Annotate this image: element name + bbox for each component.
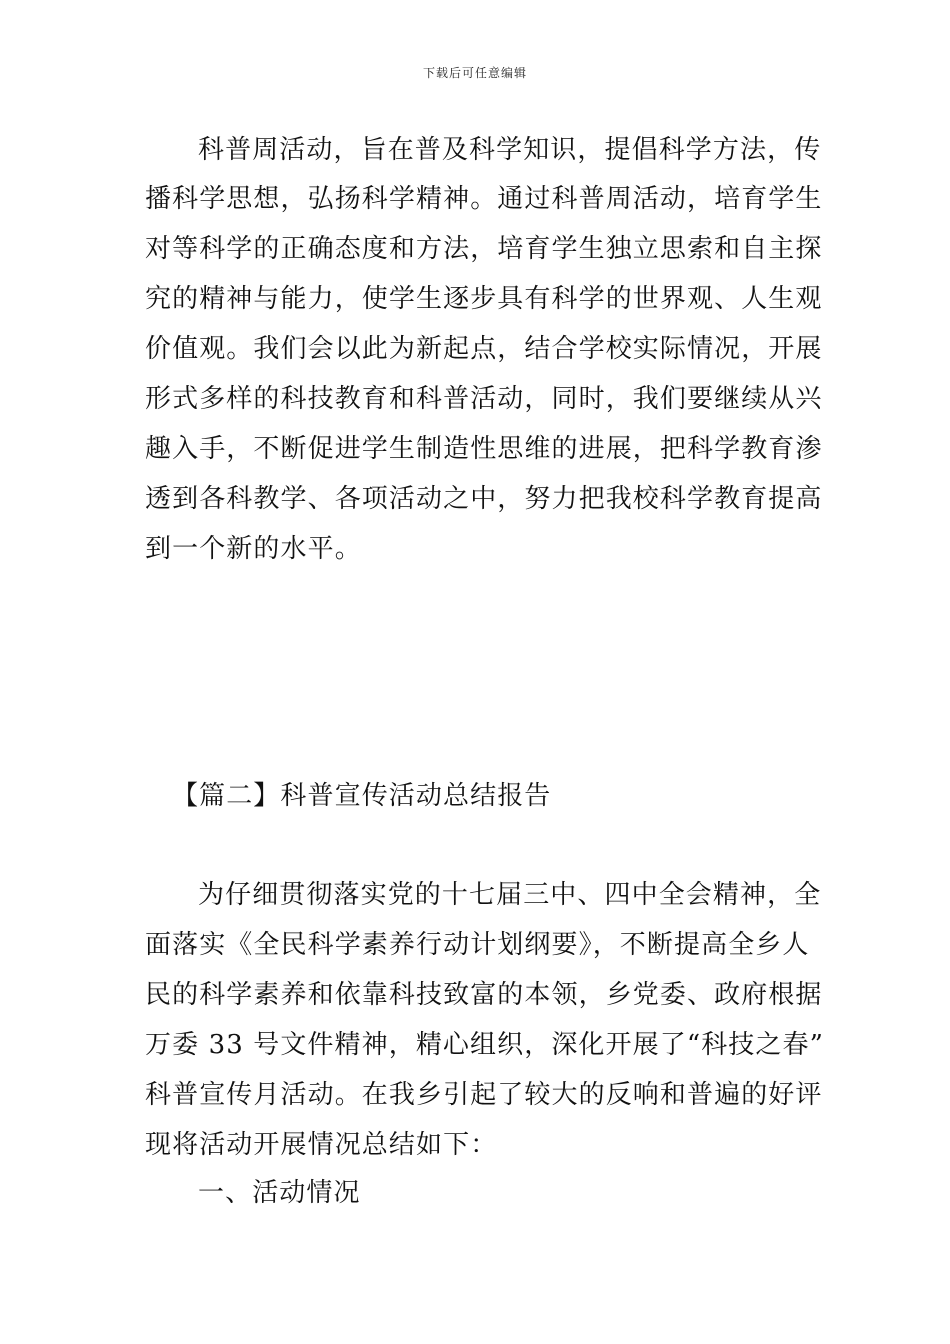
paragraph-2-line-5: 科普宣传月活动。在我乡引起了较大的反响和普遍的好评 <box>145 1080 823 1110</box>
paragraph-2-line-4: 万委 33 号文件精神，精心组织，深化开展了“科技之春” <box>145 1030 824 1060</box>
paragraph-2-line-2: 面落实《全民科学素养行动计划纲要》，不断提高全乡人 <box>145 930 810 960</box>
paragraph-1-line-5: 价值观。我们会以此为新起点，结合学校实际情况，开展 <box>145 334 823 364</box>
page-header: 下载后可任意编辑 <box>422 66 527 80</box>
paragraph-1-line-9: 到一个新的水平。 <box>145 534 362 564</box>
paragraph-2-line-3: 民的科学素养和依靠科技致富的本领，乡党委、政府根据 <box>145 980 823 1010</box>
section-title: 【篇二】科普宣传活动总结报告 <box>172 781 552 811</box>
paragraph-1-line-2: 播科学思想，弘扬科学精神。通过科普周活动，培育学生 <box>145 184 823 214</box>
paragraph-1-line-8: 透到各科教学、各项活动之中，努力把我校科学教育提高 <box>145 484 823 514</box>
subheading-activity-status: 一、活动情况 <box>198 1178 361 1208</box>
paragraph-1-line-3: 对等科学的正确态度和方法，培育学生独立思索和自主探 <box>145 234 823 264</box>
paragraph-1-line-7: 趣入手，不断促进学生制造性思维的进展，把科学教育渗 <box>145 434 823 464</box>
paragraph-1-line-6: 形式多样的科技教育和科普活动，同时，我们要继续从兴 <box>145 384 823 414</box>
paragraph-1-line-1: 科普周活动，旨在普及科学知识，提倡科学方法，传 <box>198 135 822 165</box>
paragraph-2-line-1: 为仔细贯彻落实党的十七届三中、四中全会精神，全 <box>198 880 822 910</box>
paragraph-2-line-6: 现将活动开展情况总结如下： <box>145 1130 498 1160</box>
paragraph-1-line-4: 究的精神与能力，使学生逐步具有科学的世界观、人生观 <box>145 284 823 314</box>
